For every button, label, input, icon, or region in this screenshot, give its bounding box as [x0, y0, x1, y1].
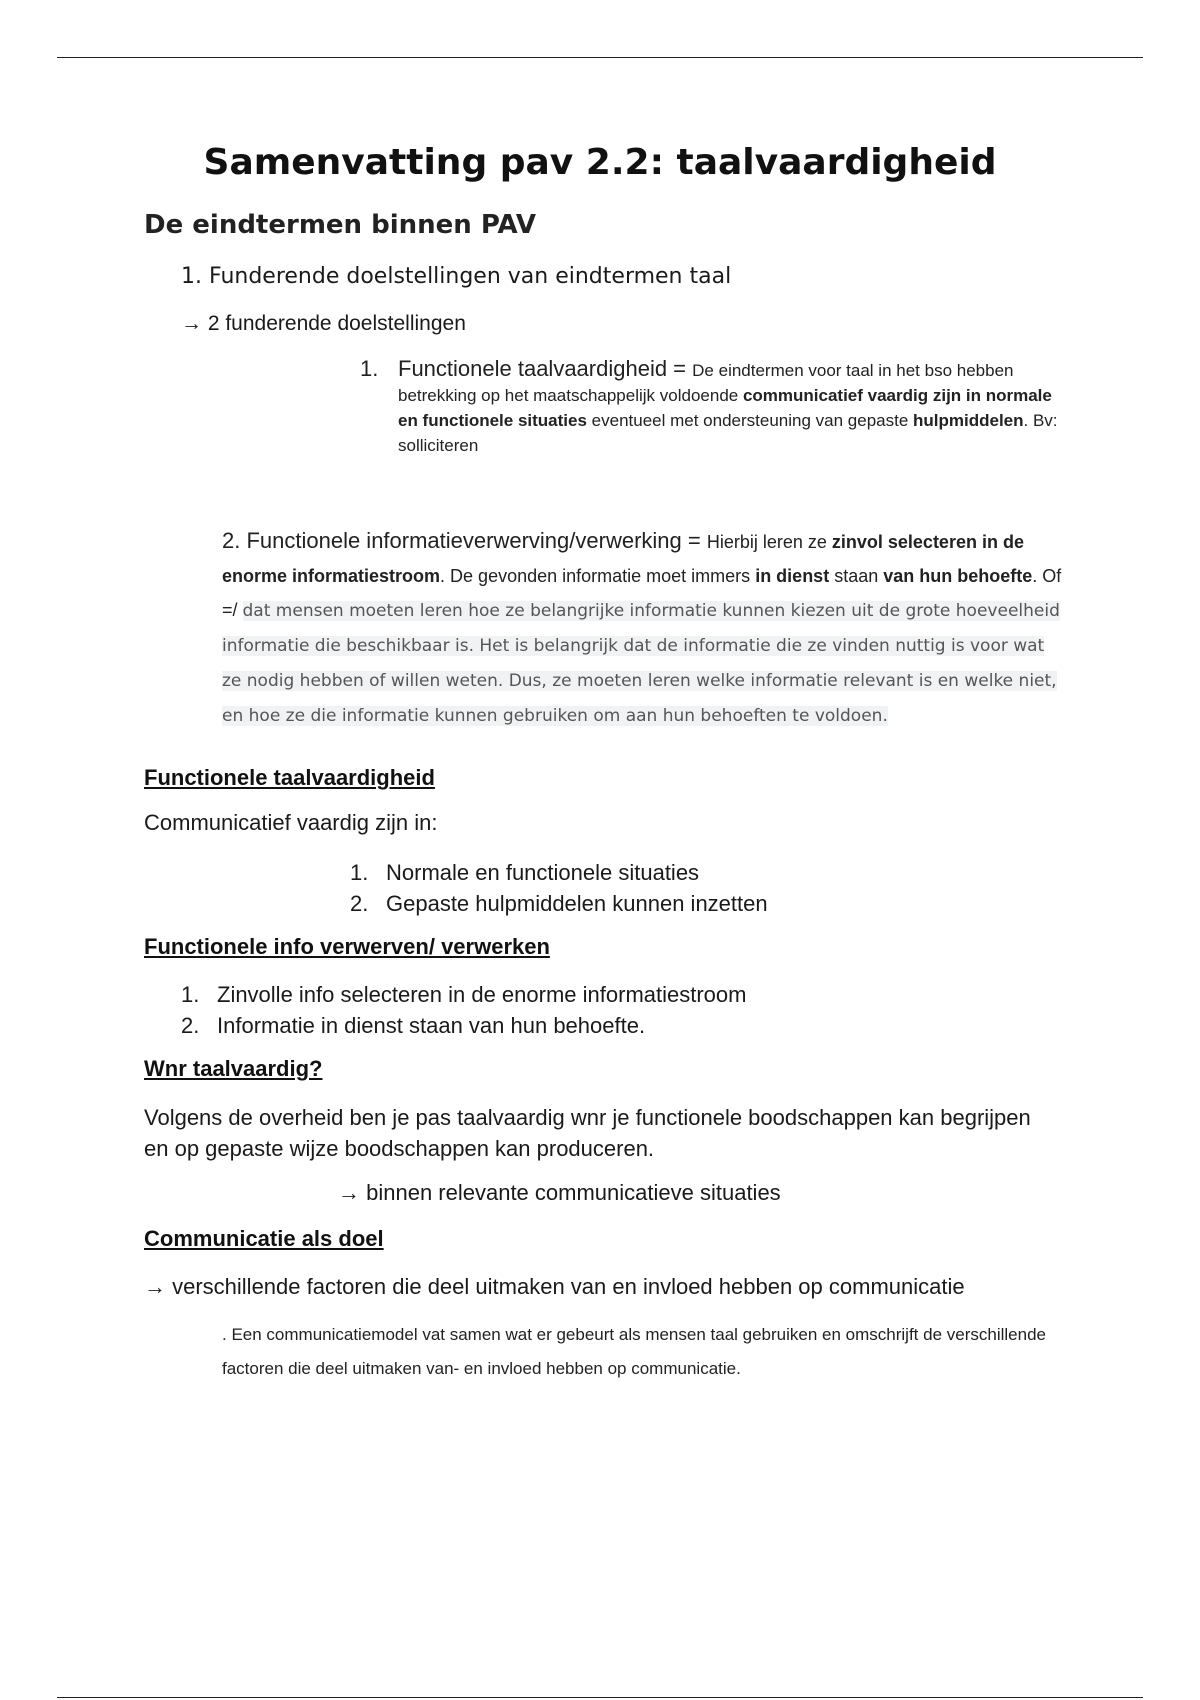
definition-text: . De gevonden informatie moet immers — [440, 566, 756, 586]
definition-body — [398, 356, 1060, 458]
definition-term: Functionele taalvaardigheid = — [398, 356, 693, 381]
section-heading-functional-language: Functionele taalvaardigheid — [144, 765, 435, 790]
item-number: 2. — [350, 891, 369, 916]
section-paragraph: Volgens de overheid ben je pas taalvaardig wnr je functionele boodschappen kan begrijpen en op gepaste wijze boodschappen kan produceren. — [144, 1105, 1031, 1161]
item-number: 1. — [181, 264, 202, 289]
section-text: Communicatief vaardig zijn in: — [144, 810, 438, 835]
section-heading-when-proficient: Wnr taalvaardig? — [144, 1056, 323, 1081]
item-number: 2. — [181, 1013, 200, 1038]
list-item — [181, 979, 746, 1010]
list-item — [350, 857, 768, 888]
numbered-item-1 — [181, 264, 731, 289]
item-text: Informatie in dienst staan van hun behoefte. — [217, 1013, 646, 1038]
definition-text: Hierbij leren ze — [706, 532, 832, 552]
list-item — [350, 888, 768, 919]
section-heading-functional-info: Functionele info verwerven/ verwerken — [144, 934, 550, 959]
definition-text: . Bv: solliciteren — [398, 411, 1058, 455]
page-subtitle: De eindtermen binnen PAV — [144, 210, 536, 240]
top-rule — [57, 57, 1143, 58]
definition-bold: zinvol selecteren in de enorme informatiestroom — [222, 532, 1024, 586]
bottom-rule — [57, 1697, 1143, 1698]
numbered-list — [181, 979, 746, 1041]
item-number: 1. — [350, 860, 369, 885]
section-paragraph: . Een communicatiemodel vat samen wat er gebeurt als mensen taal gebruiken en omschrijft de verschillende factoren die deel uitmaken van- en invloed hebben op communicatie. — [222, 1325, 1046, 1378]
item-text: Normale en functionele situaties — [386, 860, 700, 885]
definition-bold: hulpmiddelen — [913, 411, 1024, 430]
definition-text: . Of =/ — [222, 566, 1062, 620]
item-text: Zinvolle info selecteren in de enorme informatiestroom — [217, 982, 747, 1007]
page-title: Samenvatting pav 2.2: taalvaardigheid — [203, 142, 997, 183]
list-item — [181, 1010, 746, 1041]
definition-text: De eindtermen voor taal in het bso hebben betrekking op het maatschappelijk voldoende — [398, 361, 1014, 405]
arrow-line: → verschillende factoren die deel uitmaken van en invloed hebben op communicatie — [144, 1274, 965, 1299]
definition-term: 2. Functionele informatieverwerving/verwerking = — [222, 528, 707, 553]
numbered-list — [350, 857, 768, 919]
item-text: Funderende doelstellingen van eindtermen taal — [209, 264, 732, 289]
item-number: 1. — [360, 356, 379, 381]
definition-bold: van hun behoefte — [883, 566, 1033, 586]
definition-text: eventueel met ondersteuning van gepaste — [586, 411, 914, 430]
arrow-line: → binnen relevante communicatieve situaties — [338, 1180, 781, 1205]
definition-bold: communicatief vaardig zijn in normale en functionele situaties — [398, 386, 1052, 430]
definition-bold: in dienst — [755, 566, 830, 586]
functional-language-definition — [360, 356, 1060, 458]
arrow-line: → 2 funderende doelstellingen — [181, 312, 466, 335]
functional-information-definition — [222, 524, 1062, 733]
item-text: Gepaste hulpmiddelen kunnen inzetten — [386, 891, 768, 916]
section-heading-communication-goal: Communicatie als doel — [144, 1226, 384, 1251]
definition-text: staan — [829, 566, 884, 586]
highlighted-explanation: dat mensen moeten leren hoe ze belangrijke informatie kunnen kiezen uit de grote hoeveelheid informatie die beschikbaar is. Het is belangrijk dat de informatie die ze vinden nuttig is voor wat ze nodig hebben of willen weten. Dus, ze moeten leren welke informatie relevant is en welke niet, en hoe ze die informatie kunnen gebruiken om aan hun behoeften te voldoen. — [222, 601, 1060, 726]
item-number: 1. — [181, 982, 200, 1007]
